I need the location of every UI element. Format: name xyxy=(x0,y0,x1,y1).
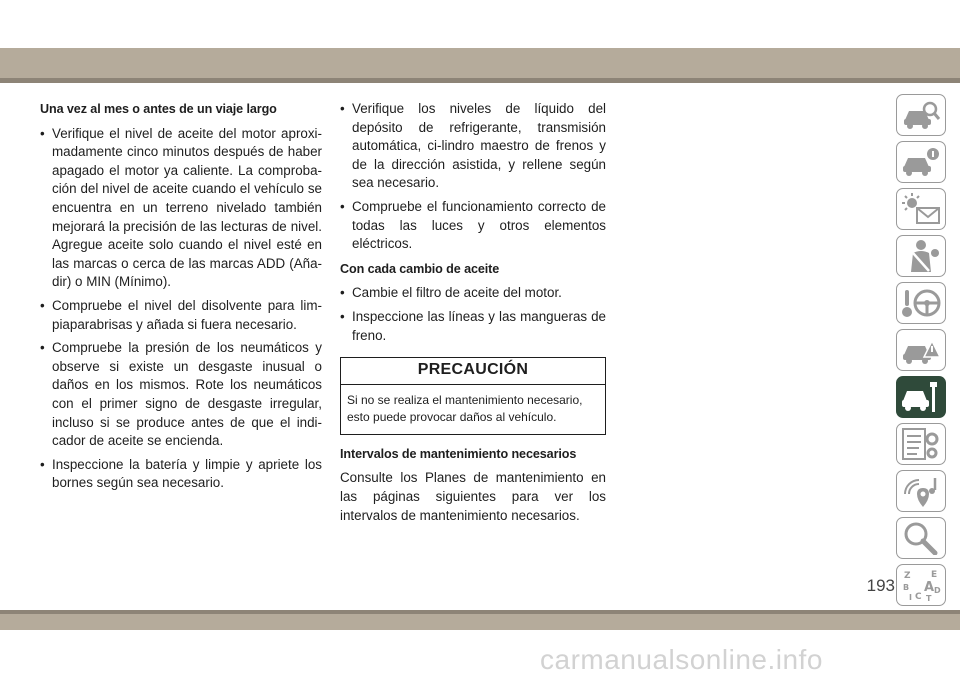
tab-car-service[interactable] xyxy=(896,376,946,418)
tab-index-search[interactable] xyxy=(896,517,946,559)
list-item: • Compruebe la presión de los neumáticos y observe si existe un desgaste inusual o daños en los mismos. Rote los neumáticos con el primer signo de desgaste irregular, incluso si se produce antes de que el indi-cador de aceite se encienda. xyxy=(40,339,322,451)
tab-car-info[interactable] xyxy=(896,141,946,183)
specifications-icon xyxy=(901,427,941,461)
car-info-icon xyxy=(901,145,941,179)
oil-change-heading: Con cada cambio de aceite xyxy=(340,261,500,276)
middle-column xyxy=(340,100,606,531)
caution-title: PRECAUCIÓN xyxy=(341,358,605,385)
svg-text:T: T xyxy=(926,594,932,602)
chapter-tabs xyxy=(896,94,946,611)
watermark: carmanualsonline.info xyxy=(540,644,823,675)
list-item: • Inspeccione la batería y limpie y apriete los bornes según sea necesario. xyxy=(40,456,322,493)
tab-car-search[interactable] xyxy=(896,94,946,136)
intervals-text: Consulte los Planes de mantenimiento en las páginas siguientes para ver los intervalos de mantenimiento necesarios. xyxy=(340,470,606,523)
caution-box xyxy=(340,357,606,435)
footer-band xyxy=(0,614,960,630)
tab-warning-lights[interactable] xyxy=(896,188,946,230)
intervals-heading: Intervalos de mantenimiento necesarios xyxy=(340,446,577,461)
car-warning-icon xyxy=(901,333,941,367)
svg-text:D: D xyxy=(934,586,941,595)
tab-car-warning[interactable] xyxy=(896,329,946,371)
multimedia-icon xyxy=(901,474,941,508)
warning-lights-icon xyxy=(901,192,941,226)
svg-text:Z: Z xyxy=(904,571,911,581)
alphabet-index-icon xyxy=(901,568,941,602)
steering-wheel-icon xyxy=(901,286,941,320)
svg-text:A: A xyxy=(924,580,935,595)
left-column xyxy=(40,100,322,498)
svg-text:I: I xyxy=(909,593,912,602)
index-search-icon xyxy=(901,521,941,555)
tab-seatbelt-airbag[interactable] xyxy=(896,235,946,277)
header-band xyxy=(0,48,960,78)
tab-multimedia[interactable] xyxy=(896,470,946,512)
tab-alphabet-index[interactable] xyxy=(896,564,946,606)
seatbelt-airbag-icon xyxy=(901,239,941,273)
list-item: • Compruebe el funcionamiento correcto de todas las luces y otros elementos eléctricos. xyxy=(340,198,606,254)
monthly-heading: Una vez al mes o antes de un viaje largo xyxy=(40,102,277,116)
list-item: • Inspeccione las líneas y las mangueras de freno. xyxy=(340,308,606,345)
tab-specifications[interactable] xyxy=(896,423,946,465)
page-number: 193 xyxy=(866,576,895,595)
car-search-icon xyxy=(901,98,941,132)
list-item: • Verifique el nivel de aceite del motor aproxi-madamente cinco minutos después de haber apagado el motor ya caliente. La comproba-ción del nivel de aceite cuando el vehículo se encuentra en un terreno nivelado también mejorará la precisión de las lecturas de nivel. Agregue aceite solo cuando el nivel esté en las marcas o cerca de las marcas ADD (Aña-dir) o MIN (Mínimo). xyxy=(40,125,322,292)
list-item: • Cambie el filtro de aceite del motor. xyxy=(340,284,606,303)
svg-text:B: B xyxy=(903,583,910,592)
caution-body: Si no se realiza el mantenimiento necesario, esto puede provocar daños al vehículo. xyxy=(347,392,583,424)
tab-steering-wheel[interactable] xyxy=(896,282,946,324)
car-service-icon xyxy=(901,380,941,414)
list-item: • Compruebe el nivel del disolvente para lim-piaparabrisas y añada si fuera necesario. xyxy=(40,297,322,334)
svg-text:C: C xyxy=(915,592,922,602)
header-band-line xyxy=(0,78,960,83)
list-item: • Verifique los niveles de líquido del depósito de refrigerante, transmisión automática, ci-lindro maestro de frenos y de la dirección asistida, y rellene según sea necesario. xyxy=(340,100,606,193)
svg-text:E: E xyxy=(931,570,938,580)
